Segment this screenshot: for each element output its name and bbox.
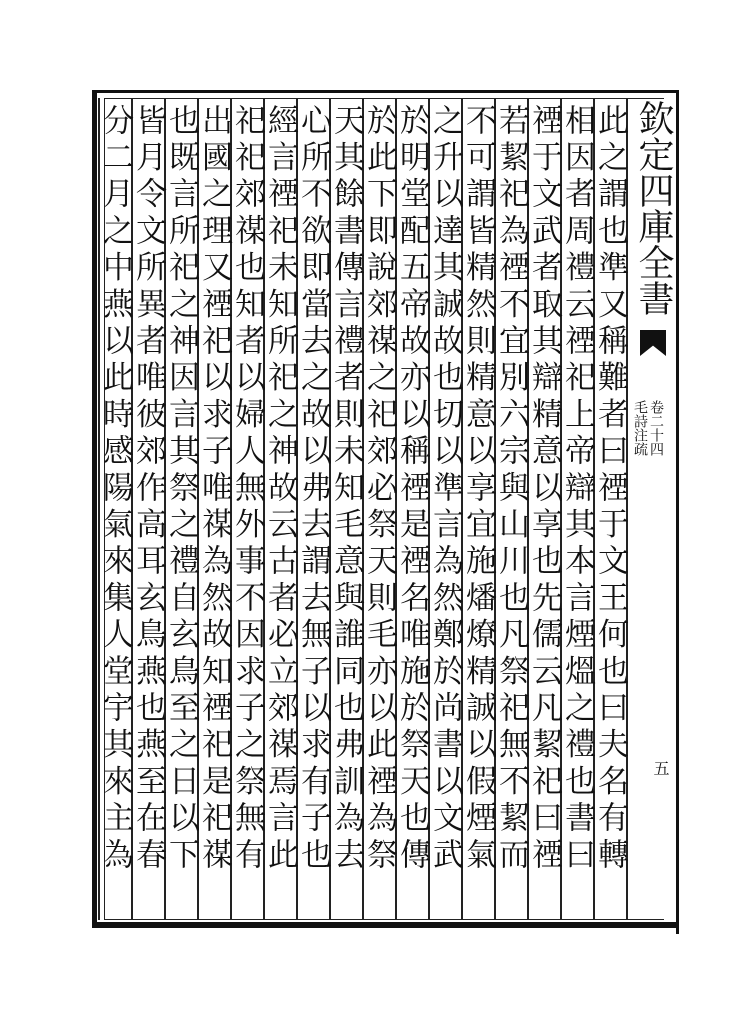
text-column: 也既言所祀之神因言其祭之禮自玄鳥至之日以下 [163, 104, 199, 875]
text-column: 相因者周禮云禋祀上帝辯其本言煙熅之禮也書曰 [559, 104, 595, 875]
page-number: 五 [651, 760, 670, 776]
text-column: 此之謂也準又稱難者曰禋于文王何也曰夫名有轉 [592, 104, 628, 875]
text-column: 心所不欲即當去之故以弗去謂去無子以求有子也 [295, 104, 331, 875]
text-column: 經言禋祀未知所祀之神故云古者必立郊禖焉言此 [262, 104, 298, 875]
text-column: 於明堂配五帝故亦以稱禋是禋名唯施於祭天也傳 [394, 104, 430, 875]
text-column: 出國之理又禋祀以求子唯禖為然故知禋祀是祀禖 [196, 104, 232, 875]
sub-title-label: 毛詩注疏 [632, 400, 648, 456]
text-column: 不可謂皆精然則精意以享宜施燔燎精誠以假煙氣 [460, 104, 496, 875]
text-column: 於此下即說郊禖之祀郊必祭天則毛亦以此禋為祭 [361, 104, 397, 875]
text-column: 若絜祀為禋不宜別六宗與山川也凡祭祀無不絜而 [493, 104, 529, 875]
text-column: 禋于文武者取其辯精意以享也先儒云凡絜祀曰禋 [526, 104, 562, 875]
book-title: 欽定四庫全書 [633, 100, 674, 316]
text-column: 天其餘書傳言禮者則未知毛意與誰同也弗訓為去 [328, 104, 364, 875]
text-column: 皆月令文所異者唯彼郊作高耳玄鳥燕也燕至在春 [130, 104, 166, 875]
text-column: 祀祀郊禖也知者以婦人無外事不因求子之祭無有 [229, 104, 265, 875]
spine-line [676, 90, 679, 934]
volume-label: 卷二十四 [648, 400, 664, 456]
text-column: 分二月之中燕以此時感陽氣來集人堂宇其來主為 [97, 104, 133, 875]
text-column: 之升以達其誠故也切以準言為然鄭於尚書以文武 [427, 104, 463, 875]
